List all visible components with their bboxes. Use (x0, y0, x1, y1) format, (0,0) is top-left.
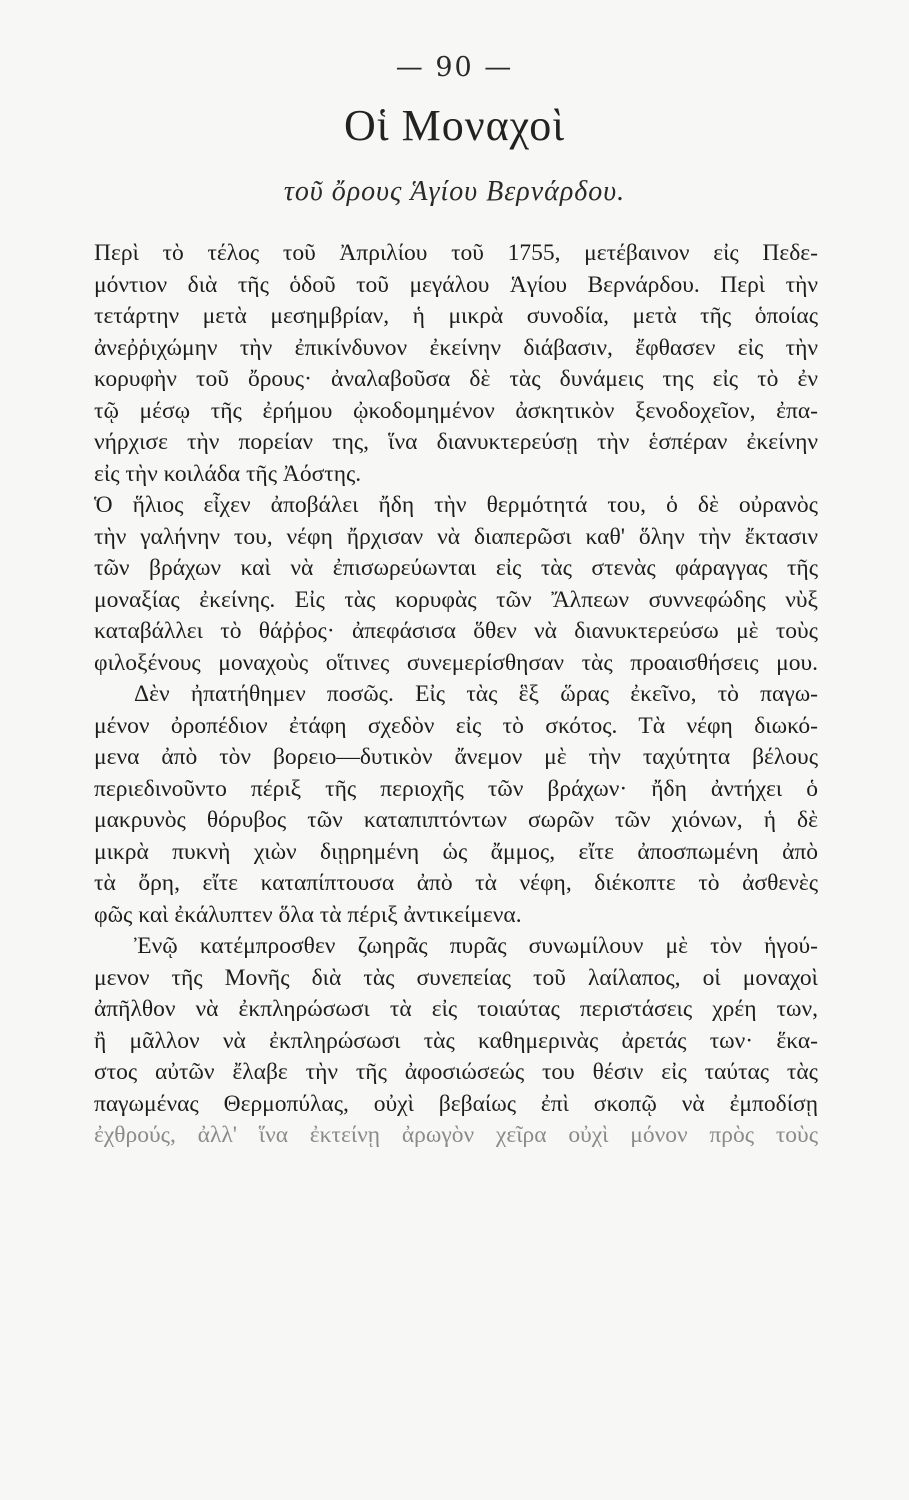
text-line: Ἐνῷ κατέμπροσθεν ζωηρᾶς πυρᾶς συνωμίλουν μὲ τὸν ἡγού- (134, 933, 818, 959)
text-line: τετάρτην μετὰ μεσημβρίαν, ἡ μικρὰ συνοδία, μετὰ τῆς ὁποίας (94, 303, 818, 329)
text-line: τῷ μέσῳ τῆς ἐρήμου ᾠκοδομημένον ἀσκητικὸν ξενοδοχεῖον, ἐπα- (94, 397, 818, 424)
text-line: φιλοξένους μοναχοὺς οἵτινες συνεμερίσθησαν τὰς προαισθήσεις μου. (94, 649, 818, 676)
text-line: στος αὐτῶν ἔλαβε τὴν τῆς ἀφοσιώσεώς του θέσιν εἰς ταύτας τὰς (94, 1059, 818, 1085)
text-line: μένον ὀροπέδιον ἐτάφη σχεδὸν εἰς τὸ σκότος. Τὰ νέφη διωκό- (94, 712, 818, 739)
text-line: ἀπῆλθον νὰ ἐκπληρώσωσι τὰ εἰς τοιαύτας περιστάσεις χρέη των, (94, 996, 818, 1022)
text-line: καταβάλλει τὸ θάῤῥος· ἀπεφάσισα ὅθεν νὰ διανυκτερεύσω μὲ τοὺς (94, 618, 818, 644)
text-line: ἐχθρούς, ἀλλ' ἵνα ἐκτείνῃ ἀρωγὸν χεῖρα οὐχὶ μόνον πρὸς τοὺς (94, 1122, 818, 1148)
text-line: ἢ μᾶλλον νὰ ἐκπληρώσωσι τὰς καθημερινὰς ἀρετάς των· ἕκα- (94, 1027, 818, 1054)
text-line: εἰς τὴν κοιλάδα τῆς Ἀόστης. (94, 460, 362, 487)
text-line: ἀνεῤῥιχώμην τὴν ἐπικίνδυνον ἐκείνην διάβασιν, ἔφθασεν εἰς τὴν (94, 334, 818, 361)
text-line: μοναξίας ἐκείνης. Εἰς τὰς κορυφὰς τῶν Ἄλπεων συννεφώδης νὺξ (94, 586, 818, 613)
text-line: τὴν γαλήνην του, νέφη ἤρχισαν νὰ διαπερῶσι καθ' ὅλην τὴν ἔκτασιν (94, 523, 818, 550)
page-number: — 90 — (395, 52, 514, 83)
text-line: κορυφὴν τοῦ ὄρους· ἀναλαβοῦσα δὲ τὰς δυνάμεις της εἰς τὸ ἐν (94, 366, 818, 392)
text-line: Δὲν ἠπατήθημεν ποσῶς. Εἰς τὰς ἓξ ὥρας ἐκεῖνο, τὸ παγω- (134, 681, 818, 707)
text-line: τὰ ὄρη, εἴτε καταπίπτουσα ἀπὸ τὰ νέφη, διέκοπτε τὸ ἀσθενὲς (94, 870, 818, 896)
text-line: μενον τῆς Μονῆς διὰ τὰς συνεπείας τοῦ λαίλαπος, οἱ μοναχοὶ (94, 964, 818, 991)
body-text (94, 238, 818, 1152)
text-line: τῶν βράχων καὶ νὰ ἐπισωρεύωνται εἰς τὰς στενὰς φάραγγας τῆς (94, 555, 818, 581)
text-line: νήρχισε τὴν πορείαν της, ἵνα διανυκτερεύσῃ τὴν ἑσπέραν ἐκείνην (94, 429, 818, 455)
text-line: μικρὰ πυκνὴ χιὼν διῃρημένη ὡς ἄμμος, εἴτε ἀποσπωμένη ἀπὸ (94, 838, 818, 865)
chapter-subtitle: τοῦ ὄρους Ἁγίου Βερνάρδου. (283, 176, 626, 207)
text-line: μενα ἀπὸ τὸν βορειο—δυτικὸν ἄνεμον μὲ τὴν ταχύτητα βέλους (94, 744, 818, 770)
text-line: Περὶ τὸ τέλος τοῦ Ἀπριλίου τοῦ 1755, μετέβαινον εἰς Πεδε- (94, 240, 818, 266)
text-line: μόντιον διὰ τῆς ὁδοῦ τοῦ μεγάλου Ἁγίου Βερνάρδου. Περὶ τὴν (94, 271, 818, 298)
text-line: παγωμένας Θερμοπύλας, οὐχὶ βεβαίως ἐπὶ σκοπῷ νὰ ἐμποδίσῃ (94, 1090, 818, 1117)
text-line: μακρυνὸς θόρυβος τῶν καταπιπτόντων σωρῶν τῶν χιόνων, ἡ δὲ (94, 807, 818, 833)
chapter-title: Οἱ Μοναχοὶ (343, 101, 566, 150)
text-line: περιεδινοῦντο πέριξ τῆς περιοχῆς τῶν βράχων· ἤδη ἀντήχει ὁ (94, 775, 818, 802)
text-line: φῶς καὶ ἐκάλυπτεν ὅλα τὰ πέριξ ἀντικείμενα. (94, 901, 522, 928)
text-line: Ὁ ἥλιος εἶχεν ἀποβάλει ἤδη τὴν θερμότητά του, ὁ δὲ οὐρανὸς (94, 492, 818, 518)
